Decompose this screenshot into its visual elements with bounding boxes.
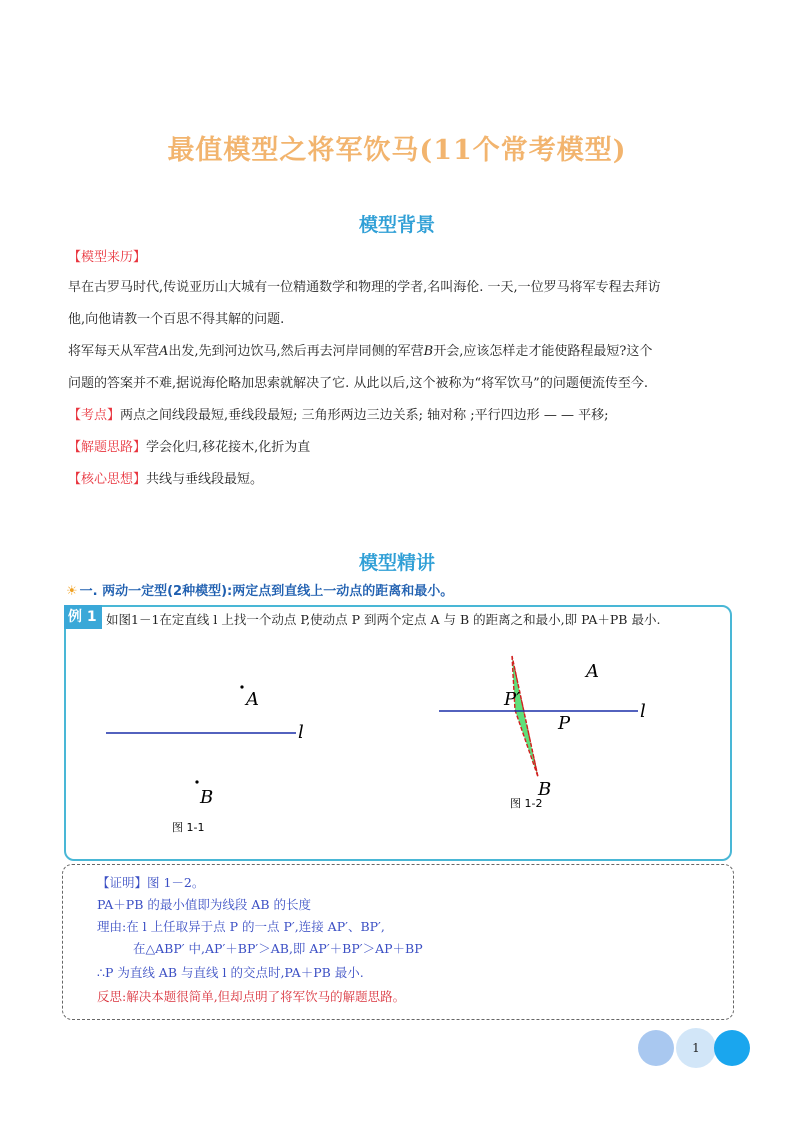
example-box [64,605,732,861]
fig1-label-l: l [298,722,304,743]
section-heading-explained: 模型精讲 [358,552,435,574]
example-tag-number: 1 [86,609,97,625]
story-line-2: 他,向他请教一个百思不得其解的问题. [68,312,285,327]
fig1-label-A: A [246,689,259,710]
proof-box [62,864,734,1020]
story-text-c: 开会,应该怎样走才能使路程最短?这个 [433,344,653,359]
core-line [68,469,738,491]
points-text: 两点之间线段最短,垂线段最短; 三角形两边三边关系; 轴对称 ;平行四边形 — — 平移; [120,408,609,423]
proof-line-3: 理由:在 l 上任取异于点 P 的一点 P′,连接 AP′、BP′, [97,919,385,934]
fig2-caption: 图 1-2 [510,797,543,810]
fig1-point-B [195,780,198,783]
fig2-label-P: P [558,713,571,734]
fig2-label-A: A [586,661,599,682]
figure-1-2 [439,656,646,810]
fig2-label-B: B [538,779,552,800]
approach-tag: 【解题思路】 [68,440,147,455]
proof-line-4: 在△ABP′ 中,AP′＋BP′＞AB,即 AP′＋BP′＞AP＋BP [133,941,423,956]
fig1-caption: 图 1-1 [172,821,205,834]
sun-icon: ☀ [66,584,78,599]
point-A-label: A [159,344,169,359]
example-tag-label: 例 [68,609,82,625]
example-text: 如图1－1在定直线 l 上找一个动点 P,使动点 P 到两个定点 A 与 B 的距离之和最小,即 PA＋PB 最小. [106,612,661,627]
core-text: 共线与垂线段最短。 [146,472,264,487]
pager-circle-left [638,1030,674,1066]
document-title: 最值模型之将军饮马(11个常考模型) [167,135,627,166]
story-line-1: 早在古罗马时代,传说亚历山大城有一位精通数学和物理的学者,名叫海伦. 一天,一位罗马将军专程去拜访 [68,280,661,295]
section-heading-background: 模型背景 [358,214,435,236]
pager-circle-right [714,1030,750,1066]
story-line-3 [68,341,738,363]
story-line-4: 问题的答案并不难,据说海伦略加思索就解决了它. 从此以后,这个被称为“将军饮马”的问题便流传至今. [68,376,648,391]
story-text-b: 出发,先到河边饮马,然后再去河岸同侧的军营 [168,344,424,359]
points-line [68,405,738,427]
source-tag-line [68,247,738,269]
page-number: 1 [692,1041,700,1055]
fig2-label-l: l [640,701,646,722]
story-text-a: 将军每天从军营 [68,344,160,359]
approach-text: 学会化归,移花接木,化折为直 [146,440,311,455]
proof-line-2: PA＋PB 的最小值即为线段 AB 的长度 [97,897,312,912]
fig1-label-B: B [200,787,214,808]
sub-heading-text: 一. 两动一定型(2种模型):两定点到直线上一动点的距离和最小。 [79,584,454,599]
figure-1-1 [106,685,304,834]
approach-line [68,437,738,459]
fig1-point-A [240,685,243,688]
core-tag: 【核心思想】 [68,472,147,487]
example-figures [66,607,734,863]
fig2-label-P-prime: P′ [504,689,521,710]
proof-line-5: ∴P 为直线 AB 与直线 l 的交点时,PA＋PB 最小. [97,965,364,980]
page-number-badge [636,1028,756,1068]
point-B-label: B [423,344,434,359]
source-tag: 【模型来历】 [68,250,147,265]
points-tag: 【考点】 [68,408,121,423]
proof-line-6: 反思:解决本题很简单,但却点明了将军饮马的解题思路。 [97,989,406,1004]
proof-line-1: 【证明】图 1－2。 [97,875,205,890]
sub-heading [66,580,453,599]
